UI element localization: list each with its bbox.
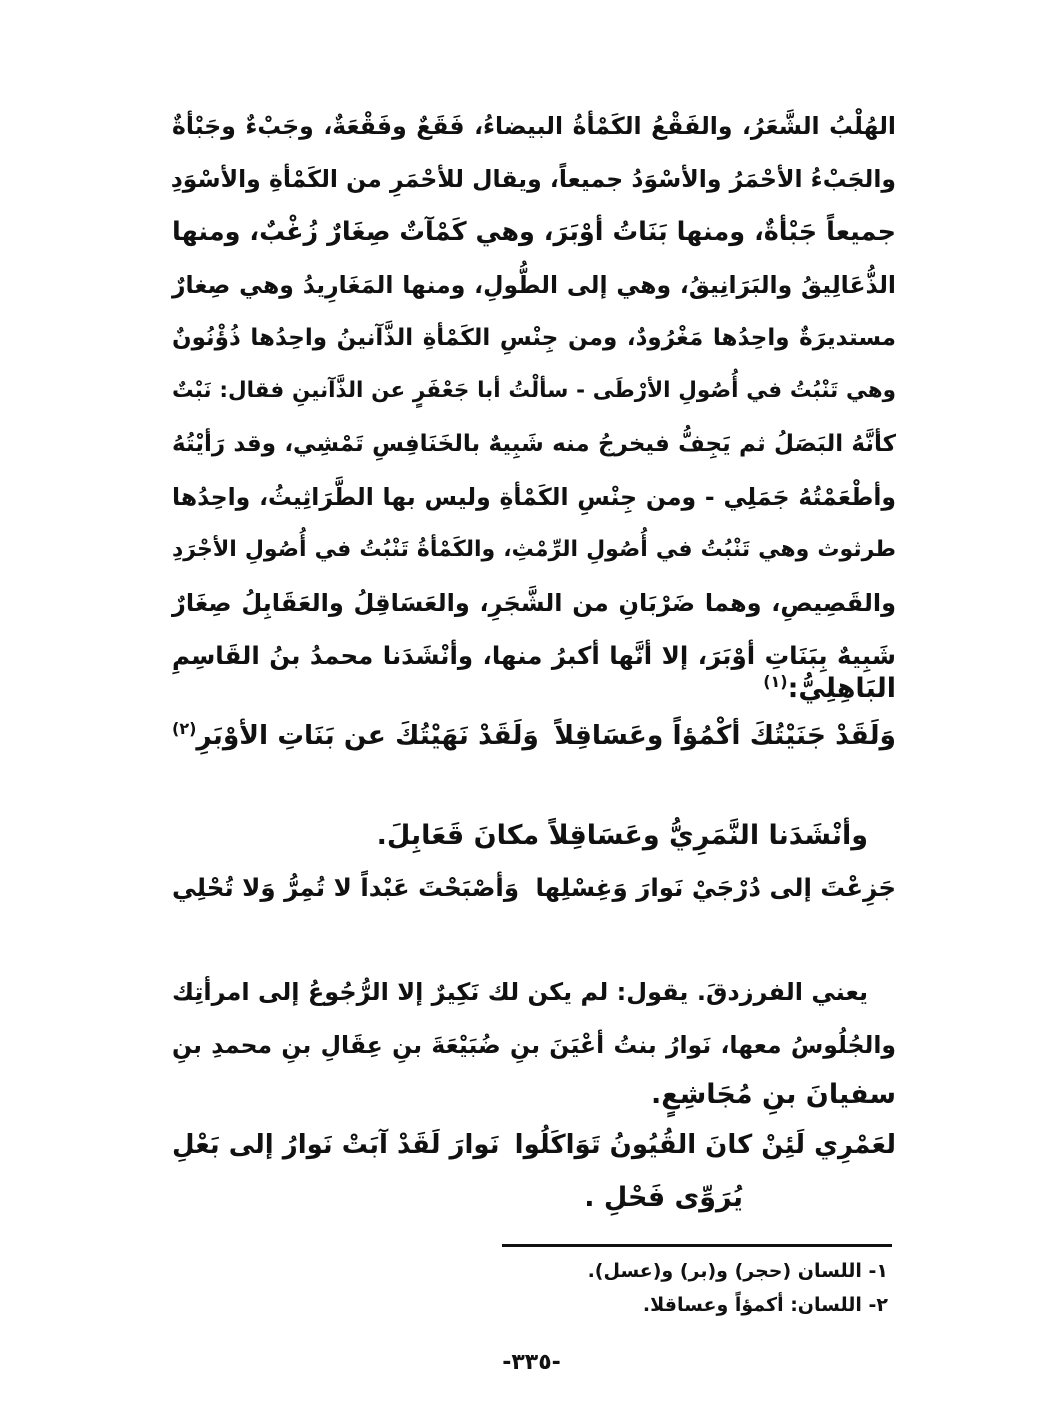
body-line-4: الذُّعَالِيقُ والبَرَانِيقُ، وهي إلى الطُّولِ، ومنها المَغَارِيدُ وهي صِغارٌ	[172, 271, 896, 299]
body-line-9: طرثوث وهي تَنْبُتُ في أُصُولِ الرِّمْثِ، والكَمْأةُ تَنْبُتُ في أُصُولِ الأجْرَدِ	[172, 537, 896, 562]
body-line-1: الهُلْبُ الشَّعَرُ، والفَقْعُ الكَمْأةُ البيضاءُ، فَقَعٌ وفَقْعَةٌ، وجَبْءٌ وجَبْأةٌ	[172, 112, 896, 140]
page-number: -٣٣٥-	[502, 1350, 561, 1375]
verse-2-second-hemistich: وَأصْبَحْتَ عَبْداً لا تُمِرُّ وَلا تُحْلِي	[172, 873, 520, 902]
commentary-line-1: يعني الفرزدقَ. يقول: لم يكن لك نَكِيرٌ إلا الرُّجُوعُ إلى امرأتِك	[172, 978, 868, 1006]
body-line-2: والجَبْءُ الأحْمَرُ والأسْوَدُ جميعاً، ويقال للأحْمَرِ من الكَمْأةِ والأسْوَدِ	[170, 165, 896, 193]
verse-2-first-hemistich: جَزِعْتَ إلى دُرْجَيْ نَوارَ وَغِسْلِها	[535, 873, 896, 902]
verse-2	[172, 862, 896, 914]
footnote-divider	[502, 1244, 892, 1247]
body-line-7: كأنَّهُ البَصَلُ ثم يَجِفُّ فيخرجُ منه شَبِيهٌ بالخَنَافِسِ تَمْشِي، وقد رَأيْتُهُ	[172, 431, 896, 457]
body-line-12	[172, 663, 896, 715]
recitation-line: وأنْشَدَنا النَّمَرِيُّ وعَسَاقِلاً مكانَ قَعَابِلَ.	[376, 820, 868, 851]
verse-1	[172, 710, 896, 762]
body-line-6: وهي تَنْبُتُ في أُصُولِ الأرْطَى - سألْتُ أبا جَعْفَرٍ عن الذَّآنينِ فقال: نَبْتٌ	[172, 378, 896, 403]
footnote-2: ٢- اللسان: أكمؤاً وعساقلا.	[642, 1294, 888, 1316]
verse-3-first-hemistich: لعَمْرِي لَئِنْ كانَ القُيُونُ تَوَاكَلُوا	[514, 1130, 896, 1160]
verse-3	[172, 1119, 896, 1171]
verse-1-first-hemistich: وَلَقَدْ جَنَيْتُكَ أكْمُؤاً وعَسَاقِلاً	[554, 720, 896, 751]
body-line-10: والقَصِيصِ، وهما ضَرْبَانِ من الشَّجَرِ، والعَسَاقِلُ والعَقَابِلُ صِغَارٌ	[172, 589, 896, 617]
commentary-line-2: والجُلُوسُ معها، نَوارُ بنتُ أعْيَنَ بنِ ضُبَيْعَةَ بنِ عِقَالِ بنِ محمدِ بنِ	[172, 1031, 896, 1059]
verse-1-second-hemistich: وَلَقَدْ نَهَيْتُكَ عن بَنَاتِ الأوْبَرِ$^{(٢)}$	[172, 719, 539, 751]
body-line-5: مستديرَةٌ واحِدُها مَغْرُودٌ، ومن جِنْسِ الكَمْأةِ الذَّآنينُ واحِدُها ذُؤْنُونٌ	[172, 325, 896, 351]
verse-3-continuation: يُرَوِّى فَحْلِ .	[584, 1182, 743, 1213]
commentary-line-3: سفيانَ بنِ مُجَاشِعٍ.	[651, 1079, 896, 1110]
footnote-ref-2: (٢)	[172, 719, 197, 739]
attribution-text: البَاهِلِيُّ:	[787, 673, 896, 704]
footnote-ref-1: (١)	[763, 672, 788, 691]
body-line-11: شَبِيهٌ بِبَنَاتِ أوْبَرَ، إلا أنَّها أكبرُ منها، وأنْشَدَنا محمدُ بنُ القَاسِمِ	[172, 641, 896, 670]
footnote-1: ١- اللسان (حجر) و(بر) و(عسل).	[587, 1260, 888, 1282]
body-line-8: وأطْعَمْتُهُ جَمَلِي - ومن جِنْسِ الكَمْأةِ وليس بها الطَّرَاثِيثُ، واحِدُها	[172, 483, 896, 511]
verse-3-second-hemistich: نَوارَ لَقَدْ آبَتْ نَوارُ إلى بَعْلِ	[172, 1130, 500, 1160]
body-line-3: جميعاً جَبْأةٌ، ومنها بَنَاتُ أوْبَرَ، وهي كَمْآتٌ صِغَارٌ زُغْبٌ، ومنها	[172, 217, 896, 247]
